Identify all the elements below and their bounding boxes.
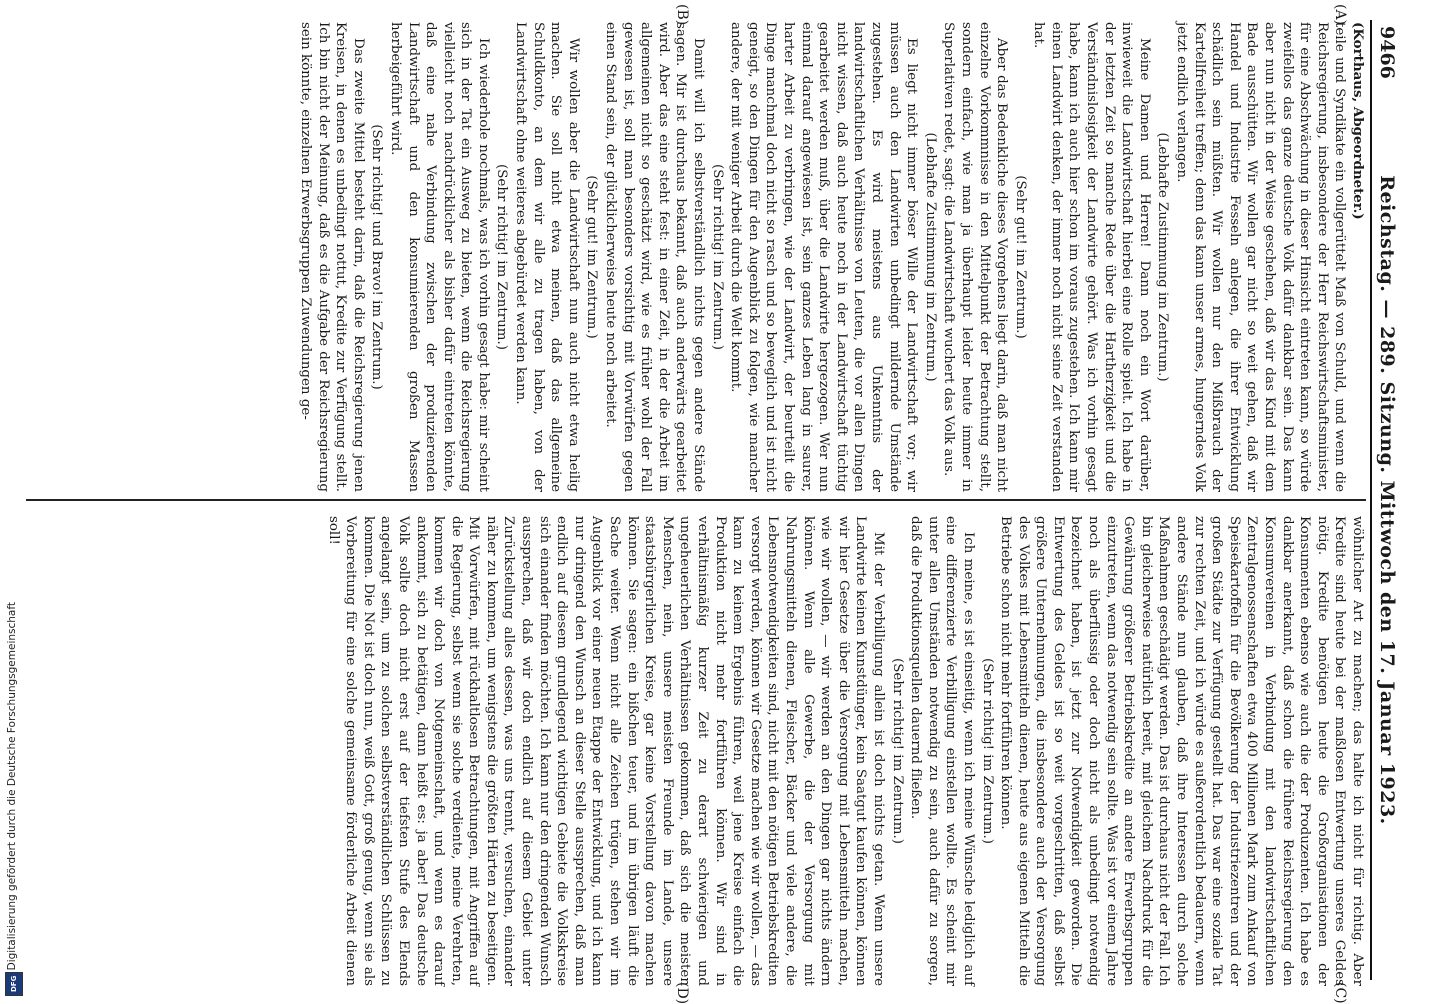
interjection: (Sehr gut! im Zentrum.) xyxy=(584,175,600,339)
column-divider xyxy=(26,499,1366,501)
paragraph: wöhnlicher Art zu machen; das halte ich nicht für richtig. Aber Kredite sind heute bei der maßlosen Entwertung unseres Geldes nötig. Kredite benötigen heute die Großorganisationen der Konsumenten ebenso wie auch die der Produzenten. Ich habe es dankbar anerkannt, daß schon die frühere Reichsregierung den Konsumvereinen in Verbindung mit den landwirtschaftlichen Zentralgenossenschaften etwa 400 Millionen Mark zum Ankauf von Speisekartoffeln für die Bevölkerung der Industriezentren und der großen Städte zur Verfügung gestellt hat. Das war eine soziale Tat zur rechten Zeit, und ich würde es außerordentlich bedauern, wenn andere Stände nun glauben, daß ihre Interessen durch solche Maßnahmen geschädigt werden. Das ist durchaus nicht der Fall. Ich bin gleicherweise natürlich bereit, mit gleichem Nachdruck für die Gewährung größerer Betriebskredite an andere Erwerbsgruppen einzutreten, wenn das notwendig sein sollte. Was ist vor einem Jahre noch als überflüssig oder doch nicht als unbedingt notwendig bezeichnet haben, ist jetzt zur Notwendigkeit geworden. Die Entwertung des Geldes ist so weit vorgeschritten, daß selbst größere Unternehmungen, die insbesondere auch der Versorgung des Volkes mit Lebensmitteln dienen, heute aus eigenen Mitteln die Betriebe schon nicht mehr fortführen können. xyxy=(998,516,1365,986)
margin-marker-a: (A) xyxy=(1332,4,1348,26)
paragraph: Wir wollen aber die Landwirtschaft nun auch nicht etwa heilig machen. Sie soll nicht etwa meinen, daß das allgemeine Schuldkonto, an dem wir alle zu tragen haben, von der Landwirtschaft ohne weiteres abgebürdet werden kann. xyxy=(513,22,581,492)
paragraph: Aber das Bedenkliche dieses Vorgehens liegt darin, daß man nicht einzelne Vorkommnisse in den Mittelpunkt der Betrachtung stellt, sondern einfach, wie man ja überhaupt leider heute immer in Superlativen redet, sagt: die Landwirtschaft wuchert das Volk aus. xyxy=(941,22,1010,492)
paragraph: Das zweite Mittel besteht darin, daß die Reichsregierung jenen Kreisen, in denen es unbedingt nottut, Kredite zur Verfügung stellt. Ich bin nicht der Meinung, daß es die Aufgabe der Reichsregierung sein könnte, einzelnen Erwerbsgruppen Zuwendungen ge- xyxy=(297,22,366,492)
interjection: (Sehr richtig! im Zentrum.) xyxy=(709,164,725,350)
margin-marker-d: (D) xyxy=(674,982,690,1004)
digitization-credit xyxy=(6,16,20,996)
interjection: (Lebhafte Zustimmung im Zentrum.) xyxy=(922,132,938,382)
paragraph: Ich wiederhole nochmals, was ich vorhin gesagt habe: mir scheint sich in der Tat ein Ausweg zu bieten, wenn die Reichsregierung vielleicht noch nachdrücklicher als bisher dafür eintreten könnte, daß eine nahe Verbindung zwischen der produzierenden Landwirtschaft und den konsumierenden großen Massen herbeigeführt wird. xyxy=(387,22,491,492)
interjection: (Sehr richtig! und Bravo! im Zentrum.) xyxy=(369,124,385,390)
rotated-page xyxy=(10,0,1410,1004)
dfg-logo: DFG xyxy=(5,972,23,996)
margin-marker-c: (C) xyxy=(1332,982,1348,1004)
paragraph: Damit will ich selbstverständlich nichts gegen andere Stände sagen. Mir ist durchaus bekannt, daß auch anderwärts gearbeitet wird. Aber das eine steht fest: in einer Zeit, in der die Arbeit im allgemeinen nicht so geschätzt wird, wie es früher wohl der Fall gewesen ist, soll man besonders vorsichtig mit Vorwürfen gegen einen Stand sein, der glücklicherweise heute noch arbeitet. xyxy=(603,22,707,492)
page-header xyxy=(1370,20,1402,980)
text-column-right xyxy=(324,516,1366,986)
credit-text: Digitalisierung gefördert durch die Deutsche Forschungsgemeinschaft xyxy=(6,601,18,970)
paragraph: Mit der Verbilligung allein ist doch nichts getan. Wenn unsere Landwirte keinen Kunstdünger, kein Saatgut kaufen können, können wir hier Gesetze über die Versorgung mit Lebensmitteln machen, wie wir wollen, — wir werden an den Dingen gar nichts ändern können. Wenn alle Gewerbe, die der Versorgung mit Nahrungsmitteln dienen, Fleischer, Bäcker und viele andere, die Lebensnotwendigkeiten sind, nicht mit den nötigen Betriebskrediten versorgt werden, können wir Gesetze machen wie wir wollen, — das kann zu keinem Ergebnis führen, weil jene Kreise einfach die Produktion nicht mehr fortführen können. Wir sind in verhältnismäßig kurzer Zeit zu derart schwierigen und ungeheuerlichen Verhältnissen gekommen, daß sich die meisten Menschen, nein, unsere meisten Freunde im Lande, unsere staatsbürgerlichen Kreise, gar keine Vorstellung davon machen können. Sie sagen: ein bißchen teuer, und im übrigen läuft die Sache weiter. Wenn nicht alle Zeichen trügen, stehen wir im Augenblick vor einer neuen Etappe der Entwicklung, und ich kann nur dringend den Wunsch an dieser Stelle aussprechen, daß man endlich auf diesem grundlegend wichtigen Gebiete die Volkskreise sich einander finden möchten. Ich kann nur den dringenden Wunsch aussprechen, daß wir doch endlich auf diesem Gebiet unter Zurückstellung alles dessen, was uns trennt, versuchen, einander näher zu kommen, um wenigstens die größten Härten zu beseitigen. Mit Vorwürfen, mit rückhaltlosen Betrachtungen, mit Angriffen auf die Regierung, selbst wenn sie solche verdiente, meine Verehrten, kommen wir doch von Notgemeinschaft, und wenn es darauf ankommt, sich zu betätigen, dann heißt es: ja aber! Das deutsche Volk sollte doch nicht erst auf der tiefsten Stufe des Elends angelangt sein, um zu solchen selbstverständlichen Schlüssen zu kommen. Die Not ist doch nun, weiß Gott, groß genug, wenn sie als Vorbereitung für eine solche gemeinsame förderliche Arbeit dienen soll! xyxy=(325,516,886,986)
interjection: (Sehr richtig! im Zentrum.) xyxy=(494,164,510,350)
page-number: 9466 xyxy=(1376,26,1398,79)
paragraph: Es liegt nicht immer böser Wille der Landwirtschaft vor; wir müssen auch den Landwirten unbedingt mildernde Umstände zugestehen. Es wird meistens aus Unkenntnis der landwirtschaftlichen Verhältnisse von Leuten, die vor allen Dingen nicht wissen, daß auch heute noch in der Landwirtschaft tüchtig gearbeitet werden muß, über die Landwirte hergezogen. Wer nun einmal darauf angewiesen ist, sein ganzes Leben lang in saurer, harter Arbeit zu verbringen, wie der Landwirt, der beurteilt die Dinge manchmal doch nicht so rasch und so beweglich und ist nicht geneigt, so den Dingen für den Augenblick zu folgen, wie mancher andere, der mit weniger Arbeit durch die Welt kommt. xyxy=(728,22,920,492)
paragraph: Ich meine, es ist einseitig, wenn ich meine Wünsche lediglich auf eine differenzierte Verbilligung einstellen wollte. Es scheint mir unter allen Umständen notwendig zu sein, auch dafür zu sorgen, daß die Produktionsquellen dauernd fließen. xyxy=(908,516,976,986)
margin-marker-b: (B) xyxy=(674,4,690,26)
speaker-label: (Korthaus, Abgeordneter.) xyxy=(1350,22,1366,220)
interjection: (Sehr gut! im Zentrum.) xyxy=(1012,175,1028,339)
paragraph: Meine Damen und Herren! Dann noch ein Wort darüber, inwieweit die Landwirtschaft hierbei eine Rolle spielt. Ich habe in der letzten Zeit so manche Rede über die Hartherzigkeit und die Verständnislosigkeit der Landwirte gehört. Was ich vorhin gesagt habe, kann ich auch hier schon im voraus zugestehen. Ich kann mir einen Landwirt denken, der immer noch nicht seine Zeit verstanden hat. xyxy=(1031,22,1152,492)
paragraph: teile und Syndikate ein vollgerüttelt Maß von Schuld, und wenn die Reichsregierung, insbesondere der Herr Reichswirtschaftsminister, für eine Abschwächung in dieser Hinsicht eintreten kann, so würde zweifellos das ganze deutsche Volk dafür dankbar sein. Das kann aber nun nicht in der Weise geschehen, daß wir das Kind mit dem Bade ausschütten. Wir wollen gar nicht so weit gehen, daß wir Handel und Industrie Fesseln anlegen, die ihrer Entwicklung schädlich sein müßten. Wir wollen nur den Mißbrauch der Kartellfreiheit treffen; denn das kann unser armes, hungerndes Volk jetzt endlich verlangen. xyxy=(1174,22,1348,492)
page-title: Reichstag. — 289. Sitzung. Mittwoch den 17. Januar 1923. xyxy=(1376,175,1398,825)
text-column-left xyxy=(296,22,1366,492)
interjection: (Lebhafte Zustimmung im Zentrum.) xyxy=(1155,132,1171,382)
interjection: (Sehr richtig! im Zentrum.) xyxy=(889,658,905,844)
interjection: (Sehr richtig! im Zentrum.) xyxy=(979,658,995,844)
